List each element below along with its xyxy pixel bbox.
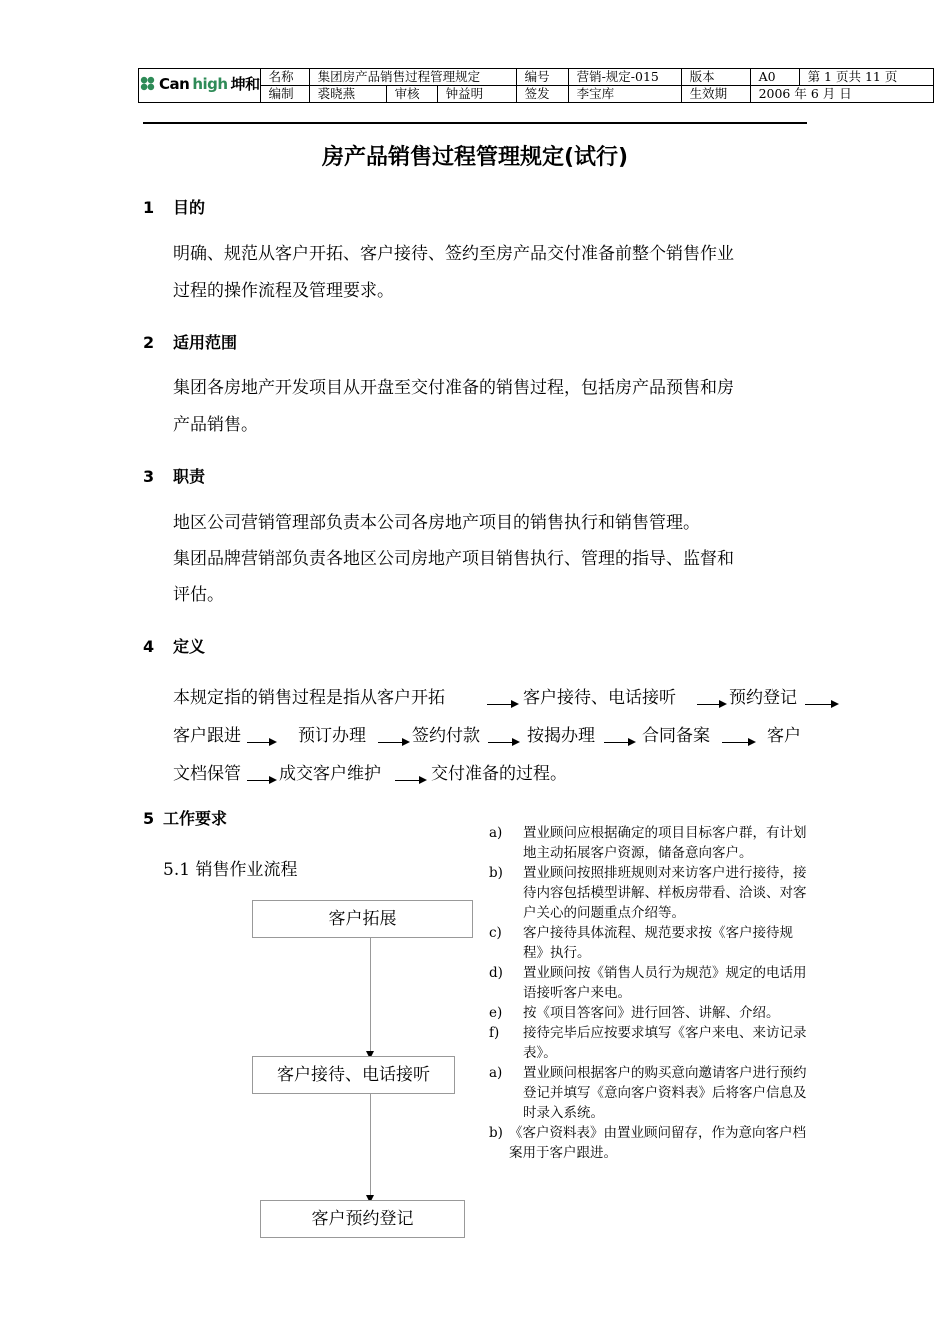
flow-box-booking: 客户预约登记: [260, 1200, 465, 1238]
flow-connector: [370, 938, 371, 1054]
document-title: 房产品销售过程管理规定(试行): [321, 145, 629, 170]
label-name: 名称: [260, 69, 309, 86]
note-item: b) 置业顾问按照排班规则对来访客户进行接待，接待内容包括模型讲解、样板房带看、洽谈、对客户关心的问题重点介绍等。: [489, 865, 807, 921]
value-version: A0: [750, 69, 799, 86]
arrow-right-icon: [487, 704, 517, 705]
def-step-maintenance: 成交客户维护: [279, 764, 381, 784]
arrow-right-icon: [395, 780, 425, 781]
label-effective: 生效期: [681, 86, 750, 103]
arrow-right-icon: [488, 742, 518, 743]
section-3-body: 地区公司营销管理部负责本公司各房地产项目的销售执行和销售管理。 集团品牌营销部负责各地区公司房地产项目销售执行、管理的指导、监督和 评估。: [173, 513, 734, 605]
value-name: 集团房产品销售过程管理规定: [309, 69, 516, 86]
section-5-heading: 5 工作要求: [143, 809, 228, 828]
label-review: 审核: [386, 86, 437, 102]
def-step-archive: 文档保管: [173, 764, 241, 784]
def-step-delivery: 交付准备的过程。: [431, 764, 567, 784]
note-item: a) 置业顾问应根据确定的项目目标客户群，有计划地主动拓展客户资源，储备意向客户。: [489, 825, 807, 861]
def-intro: 本规定指的销售过程是指从客户开拓: [173, 688, 445, 708]
def-step-reception: 客户接待、电话接听: [523, 688, 676, 708]
arrow-right-icon: [604, 742, 634, 743]
arrow-right-icon: [247, 742, 275, 743]
arrow-right-icon: [247, 780, 275, 781]
note-item: a) 置业顾问根据客户的购买意向邀请客户进行预约登记并填写《意向客户资料表》后将客户信息及时录入系统。: [489, 1065, 807, 1121]
arrow-right-icon: [805, 704, 837, 705]
label-author: 编制: [260, 86, 309, 103]
logo-text-b: high: [192, 74, 228, 93]
value-code: 营销-规定-015: [568, 69, 681, 86]
label-code: 编号: [516, 69, 568, 86]
label-issue: 签发: [516, 86, 568, 103]
section-3-heading: 3 职责: [143, 467, 206, 486]
def-step-filing: 合同备案: [642, 726, 710, 746]
def-step-reservation: 预订办理: [298, 726, 366, 746]
logo-mark-icon: [139, 75, 156, 92]
section-1-heading: 1 目的: [143, 198, 206, 217]
page-number: 第 1 页共 11 页: [799, 69, 933, 86]
note-item: f) 接待完毕后应按要求填写《客户来电、来访记录表》。: [489, 1025, 807, 1061]
def-step-mortgage: 按揭办理: [527, 726, 595, 746]
note-item: c) 客户接待具体流程、规范要求按《客户接待规程》执行。: [489, 925, 793, 961]
def-step-booking: 预约登记: [729, 688, 797, 708]
flow-notes: [489, 823, 809, 1163]
section-2-body: 集团各房地产开发项目从开盘至交付准备的销售过程，包括房产品预售和房 产品销售。: [173, 378, 734, 435]
section-2-heading: 2 适用范围: [143, 333, 238, 352]
company-logo: [139, 69, 261, 103]
value-review: 钟益明: [445, 86, 484, 101]
section-1-body: 明确、规范从客户开拓、客户接待、签约至房产品交付准备前整个销售作业 过程的操作流程及管理要求。: [173, 244, 734, 301]
value-author: 裘晓燕: [310, 86, 387, 102]
flow-box-expand: 客户拓展: [252, 900, 473, 938]
note-item: e) 按《项目答客问》进行回答、讲解、介绍。: [489, 1005, 780, 1021]
value-issue: 李宝库: [568, 86, 681, 103]
arrow-right-icon: [378, 742, 408, 743]
document-header-table: [138, 68, 934, 103]
logo-text-a: Can: [159, 74, 190, 93]
note-item: d) 置业顾问按《销售人员行为规范》规定的电话用语接听客户来电。: [489, 965, 807, 1001]
flow-box-reception: 客户接待、电话接听: [252, 1056, 455, 1094]
arrow-right-icon: [697, 704, 725, 705]
header-divider: [143, 122, 807, 124]
def-step-followup: 客户跟进: [173, 726, 241, 746]
note-item: b) 《客户资料表》由置业顾问留存，作为意向客户档案用于客户跟进。: [489, 1125, 806, 1161]
section-4-heading: 4 定义: [143, 637, 206, 656]
subsection-5-1: 5.1 销售作业流程: [163, 860, 298, 880]
logo-text-c: 坤和: [230, 74, 260, 93]
def-step-customer: 客户: [767, 726, 801, 746]
value-effective: 2006 年 6 月 日: [750, 86, 933, 103]
flow-connector: [370, 1094, 371, 1199]
def-step-signing: 签约付款: [412, 726, 480, 746]
label-version: 版本: [681, 69, 750, 86]
arrow-right-icon: [722, 742, 754, 743]
